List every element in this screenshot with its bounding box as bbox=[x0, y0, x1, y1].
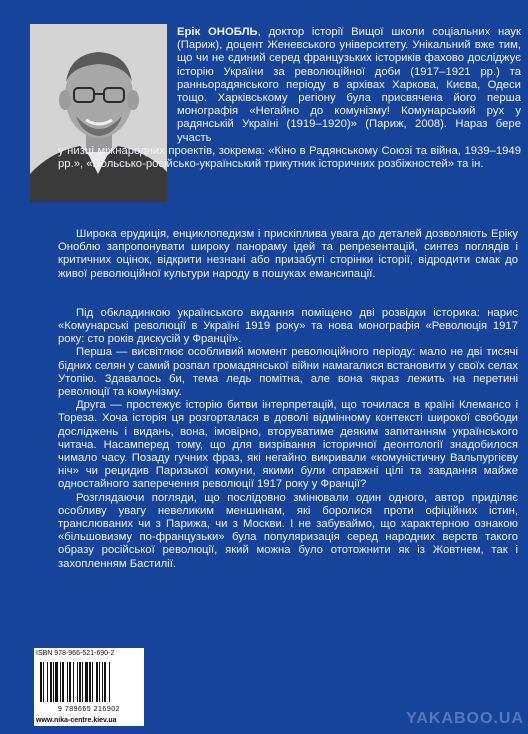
barcode-bars bbox=[38, 662, 140, 704]
isbn-barcode-block bbox=[34, 648, 144, 726]
paragraph-contents: Під обкладинкою українського видання поміщено дві розвідки історика: нарис «Комунарські революції в Україні 1919 року» та нова монографія «Революція 1917 року: сто років дискусій у Франції». bbox=[58, 306, 518, 346]
isbn-label: ISBN 978-966-521-690-2 bbox=[34, 648, 144, 659]
paragraph-erudition: Широка ерудиція, енциклопедизм і прискіплива увага до деталей дозволяють Еріку Оноблю запропонувати широку панораму ідей та репрезентацій, синтез поглядів і критичних оцінок, відкрити незнані або призабуті сторінки історії, відродити смак до живої революційної культури народу в пошуках емансипації. bbox=[58, 228, 518, 280]
author-name: Ерік ОНОБЛЬ bbox=[177, 26, 258, 38]
author-bio-text: , доктор історії Вищої школи соціальних наук (Париж), доцент Женевського університету. Унікальний вже тим, що чи не єдиний серед французьких істориків фахово досліджує історію України за революційної доби (1917–1921 рр.) та ранньорадянського періоду в архівах Харкова, Києва, Одеси тощо. Харківському регіону була присвячена його перша монографія «Негайно до комунізму! Комунарський рух у радянській Україні (1919–1920)» (Париж, 2008). Нараз бере участь bbox=[177, 26, 521, 144]
author-bio bbox=[58, 26, 521, 171]
description-text bbox=[58, 228, 518, 571]
barcode bbox=[34, 659, 144, 715]
paragraph-views: Розглядаючи погляди, що послідовно змінювали один одного, автор приділяє особливу увагу невеликим меншинам, які боролися проти офіційних істин, транслюваних чи з Парижа, чи з Москви. І не забуваймо, що характерною ознакою «більшовизму по-французьки» була популяризація серед народних верств такого образу російської революції, який можна було ототожнити як із Жовтнем, так і захопленням Бастилії. bbox=[58, 491, 518, 570]
paragraph-second-study: Друга — простежує історію битви інтерпретацій, що точилася в країні Клемансо і Тореза. Хоча історія ця розгорталася в доволі відмінному контексті широкої свободи досліджень і видань, вона, імовірно, вторуватиме деяким запитанням українського читача. Насамперед тому, що для визрівання історичної деонтології знадобилося чимало часу. Позаду гучних фраз, які негайно викривали «комуністичну Вальпургієву ніч» чи рецидив Паризької комуни, якими були справжні цілі та завдання майже одностайного заперечення революції 1917 року у Франції? bbox=[58, 399, 518, 491]
author-bio-tail: у низці міжнародних проектів, зокрема: «Кіно в Радянському Союзі та війна, 1939–1949 рр.», «Польсько-російсько-український трикутник історичних розбіжностей» та ін. bbox=[58, 144, 521, 171]
watermark: YAKABOO.UA bbox=[406, 710, 524, 727]
barcode-number: 9 789665 216902 bbox=[58, 706, 120, 713]
publisher-website: www.nika-centre.kiev.ua bbox=[34, 715, 144, 726]
paragraph-first-study: Перша — висвітлює особливий момент революційного періоду: мало не дві тисячі бідних селян у самий розпал громадянської війни намагалися встановити у своїх селах Утопію. Здавалось би, тема ледь помітна, але вона якраз лежить на перетині революції та комунізму. bbox=[58, 346, 518, 399]
author-photo bbox=[30, 24, 167, 202]
